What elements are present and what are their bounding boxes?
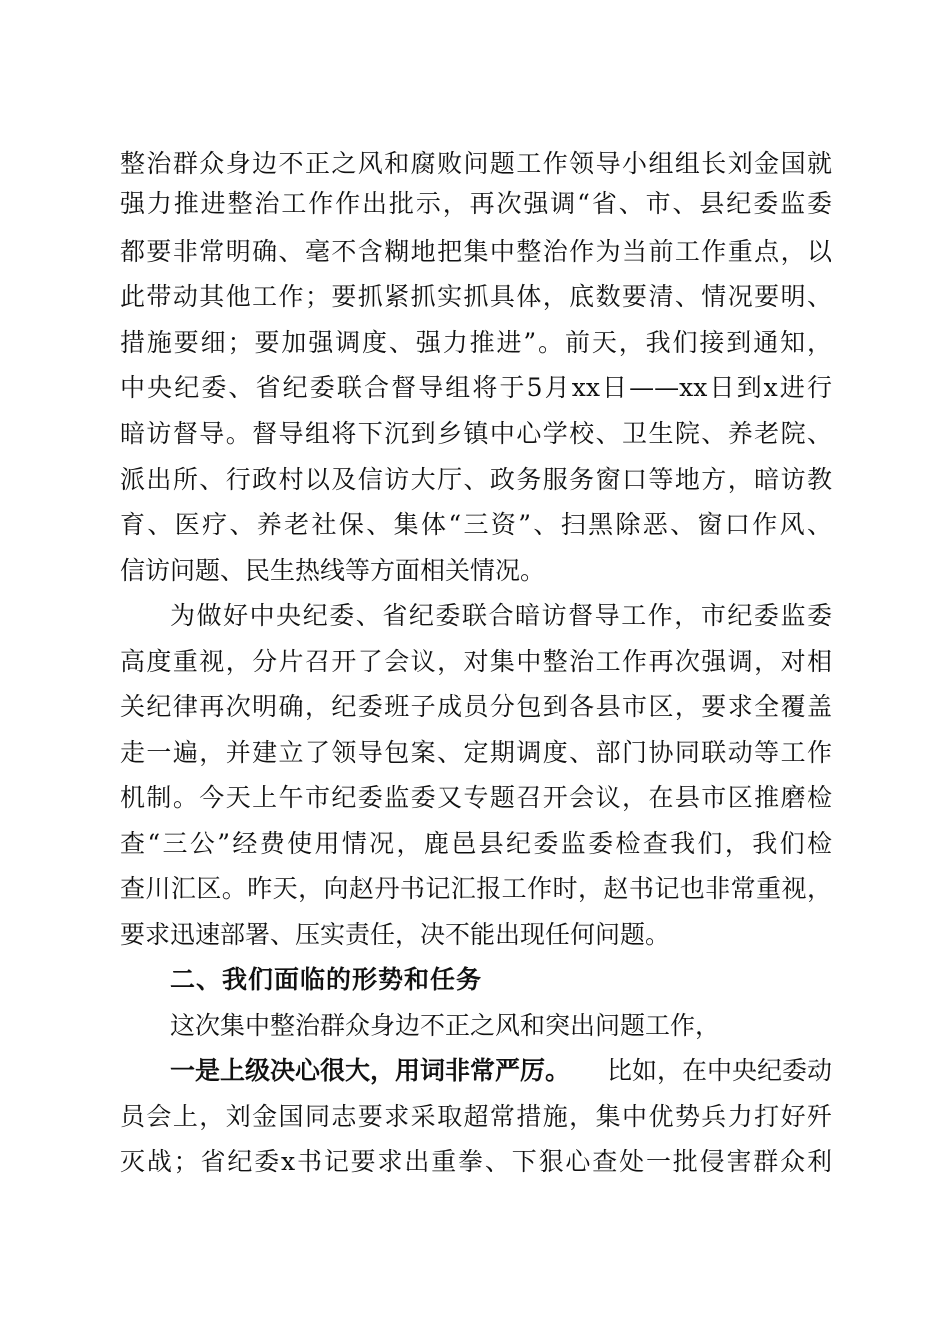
paragraph-4-line-1 bbox=[170, 1053, 832, 1089]
bold-lead-phrase: 一是上级决心很大，用词非常严厉。 bbox=[170, 1056, 571, 1085]
paragraph-1-line-10: 信访问题、民生热线等方面相关情况。 bbox=[120, 556, 546, 585]
paragraph-2-line-2: 高度重视，分片召开了会议，对集中整治工作再次强调，对相 bbox=[120, 647, 832, 676]
paragraph-4-line-2: 员会上，刘金国同志要求采取超常措施，集中优势兵力打好歼 bbox=[120, 1102, 832, 1131]
paragraph-1-line-5: 措施要细；要加强调度、强力推进”。前天，我们接到通知， bbox=[120, 328, 832, 357]
paragraph-1-line-2: 强力推进整治工作作出批示，再次强调“省、市、县纪委监委 bbox=[120, 189, 832, 218]
paragraph-1-line-9: 育、医疗、养老社保、集体“三资”、扫黑除恶、窗口作风、 bbox=[120, 510, 832, 539]
paragraph-1-line-6: 中央纪委、省纪委联合督导组将于5月xx日——xx日到x进行 bbox=[120, 373, 832, 402]
section-heading: 二、我们面临的形势和任务 bbox=[170, 965, 483, 994]
paragraph-3-line-1: 这次集中整治群众身边不正之风和突出问题工作， bbox=[170, 1011, 721, 1040]
paragraph-1-line-7: 暗访督导。督导组将下沉到乡镇中心学校、卫生院、养老院、 bbox=[120, 419, 832, 448]
paragraph-2-line-4: 走一遍，并建立了领导包案、定期调度、部门协同联动等工作 bbox=[120, 738, 832, 767]
paragraph-1-line-1: 整治群众身边不正之风和腐败问题工作领导小组组长刘金国就 bbox=[120, 149, 832, 178]
paragraph-2-line-6: 查“三公”经费使用情况，鹿邑县纪委监委检查我们，我们检 bbox=[120, 829, 832, 858]
paragraph-2-line-3: 关纪律再次明确，纪委班子成员分包到各县市区，要求全覆盖 bbox=[120, 692, 832, 721]
paragraph-4-line-3: 灭战；省纪委x书记要求出重拳、下狠心查处一批侵害群众利 bbox=[120, 1147, 832, 1176]
paragraph-2-line-8: 要求迅速部署、压实责任，决不能出现任何问题。 bbox=[120, 920, 671, 949]
paragraph-2-line-1: 为做好中央纪委、省纪委联合暗访督导工作，市纪委监委 bbox=[170, 601, 832, 630]
paragraph-1-line-4: 此带动其他工作；要抓紧抓实抓具体，底数要清、情况要明、 bbox=[120, 282, 832, 311]
paragraph-1-line-3: 都要非常明确、毫不含糊地把集中整治作为当前工作重点，以 bbox=[120, 237, 832, 266]
paragraph-4-line-1-rest: 比如，在中央纪委动 bbox=[606, 1056, 832, 1085]
paragraph-2-line-5: 机制。今天上午市纪委监委又专题召开会议，在县市区推磨检 bbox=[120, 783, 832, 812]
paragraph-2-line-7: 查川汇区。昨天，向赵丹书记汇报工作时，赵书记也非常重视， bbox=[120, 874, 832, 903]
paragraph-1-line-8: 派出所、行政村以及信访大厅、政务服务窗口等地方，暗访教 bbox=[120, 465, 832, 494]
